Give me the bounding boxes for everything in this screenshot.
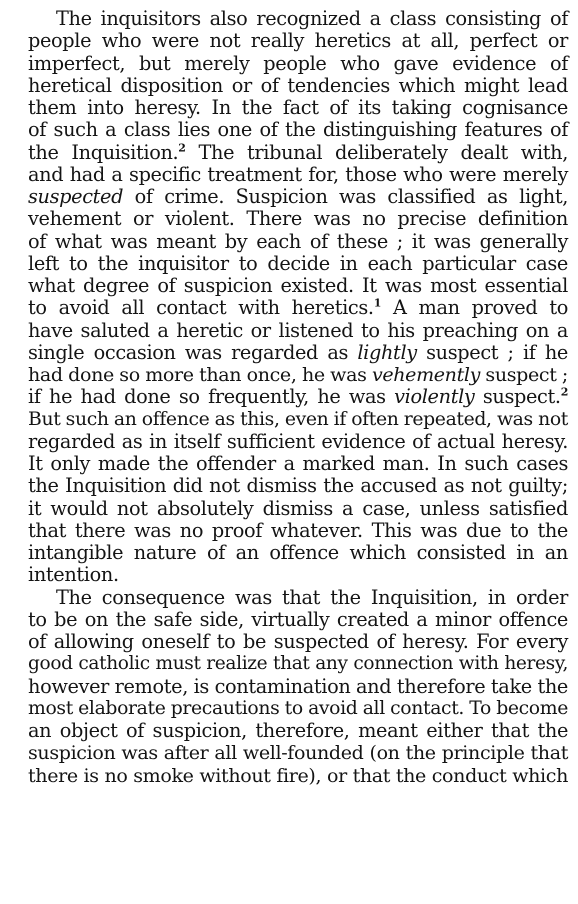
- text-run: intangible nature of an offence which consisted in an: [28, 541, 568, 564]
- text-run: however remote, is contamination and therefore take the: [28, 674, 568, 698]
- text-line: [28, 698, 568, 720]
- text-run: that there was no proof whatever. This was due to the: [28, 518, 568, 542]
- text-run: if he had done so frequently, he was: [28, 385, 395, 409]
- text-line: [28, 609, 568, 631]
- text-line: [28, 720, 568, 742]
- text-run: people who were not really heretics at all, perfect or: [28, 29, 568, 53]
- text-line: [28, 765, 568, 787]
- italic-text: violently: [394, 385, 475, 409]
- text-run: and had a specific treatment for, those who were merely: [28, 162, 568, 186]
- text-line: [28, 297, 568, 319]
- text-line: [28, 564, 568, 586]
- text-line: [28, 364, 568, 386]
- text-run: had done so more than once, he was: [28, 364, 372, 386]
- text-line: [28, 498, 568, 520]
- text-run: there is no smoke without fire), or that the conduct which: [28, 764, 568, 787]
- text-run: imperfect, but merely people who gave evidence of: [28, 51, 568, 75]
- text-run: an object of suspicion, therefore, meant either that the: [28, 719, 568, 742]
- text-run: The inquisitors also recognized a class consisting of: [56, 7, 568, 30]
- text-run: of crime. Suspicion was classified as light,: [123, 185, 568, 208]
- text-run: them into heresy. In the fact of its taking cognisance: [28, 96, 568, 119]
- text-line: [28, 342, 568, 364]
- text-run: of allowing oneself to be suspected of heresy. For every: [28, 630, 568, 653]
- text-run: to be on the safe side, virtually created a minor offence: [28, 607, 568, 631]
- text-run: of what was meant by each of these ; it was generally: [28, 229, 568, 253]
- footnote-marker: 2: [178, 141, 186, 155]
- text-line: [28, 676, 568, 698]
- text-line: [28, 275, 568, 297]
- text-run: suspicion was after all well-founded (on the principle that: [28, 742, 568, 765]
- text-line: [28, 320, 568, 342]
- text-run: heretical disposition or of tendencies which might lead: [28, 73, 568, 97]
- body-text: [28, 8, 568, 787]
- text-line: [28, 520, 568, 542]
- text-line: [28, 8, 568, 30]
- italic-text: suspected: [28, 185, 124, 208]
- text-run: most elaborate precautions to avoid all contact. To become: [28, 697, 568, 719]
- text-line: [28, 587, 568, 609]
- text-run: have saluted a heretic or listened to his preaching on a: [28, 318, 568, 342]
- text-run: regarded as in itself sufficient evidence of actual heresy.: [28, 429, 568, 453]
- text-line: [28, 119, 568, 141]
- text-line: [28, 97, 568, 119]
- text-line: [28, 386, 568, 408]
- italic-text: vehemently: [371, 364, 481, 386]
- text-line: [28, 742, 568, 764]
- text-run: The consequence was that the Inquisition, in order: [56, 585, 568, 609]
- text-line: [28, 453, 568, 475]
- text-run: the Inquisition did not dismiss the accused as not guilty;: [28, 474, 568, 498]
- text-run: it would not absolutely dismiss a case, unless satisfied: [28, 496, 568, 520]
- text-run: suspect.: [474, 385, 561, 409]
- text-line: [28, 164, 568, 186]
- text-run: single occasion was regarded as: [28, 340, 358, 364]
- text-line: [28, 431, 568, 453]
- text-run: vehement or violent. There was no precise definition: [28, 207, 568, 231]
- text-line: [28, 53, 568, 75]
- text-line: [28, 475, 568, 497]
- text-run: to avoid all contact with heretics.: [28, 296, 374, 320]
- text-line: [28, 409, 568, 431]
- text-line: [28, 542, 568, 564]
- text-line: [28, 75, 568, 97]
- text-line: [28, 208, 568, 230]
- text-run: good catholic must realize that any connection with heresy,: [28, 653, 568, 675]
- text-run: left to the inquisitor to decide in each particular case: [28, 251, 568, 275]
- text-line: [28, 186, 568, 208]
- text-run: It only made the offender a marked man. In such cases: [28, 452, 568, 475]
- text-run: intention.: [28, 563, 119, 587]
- text-line: [28, 653, 568, 675]
- text-run: suspect ; if he: [416, 340, 568, 364]
- text-run: the Inquisition.: [28, 140, 179, 164]
- footnote-marker: 2: [560, 385, 568, 399]
- text-run: what degree of suspicion existed. It was most essential: [28, 274, 568, 297]
- text-run: But such an offence as this, even if often repeated, was not: [28, 408, 568, 430]
- footnote-marker: 1: [373, 296, 382, 310]
- italic-text: lightly: [357, 340, 417, 364]
- text-line: [28, 142, 568, 164]
- text-line: [28, 30, 568, 52]
- text-line: [28, 253, 568, 275]
- text-run: A man proved to: [381, 296, 568, 320]
- text-line: [28, 631, 568, 653]
- text-line: [28, 231, 568, 253]
- text-run: of such a class lies one of the distinguishing features of: [28, 118, 568, 142]
- text-run: suspect ;: [480, 364, 568, 386]
- text-run: The tribunal deliberately dealt with,: [185, 140, 568, 164]
